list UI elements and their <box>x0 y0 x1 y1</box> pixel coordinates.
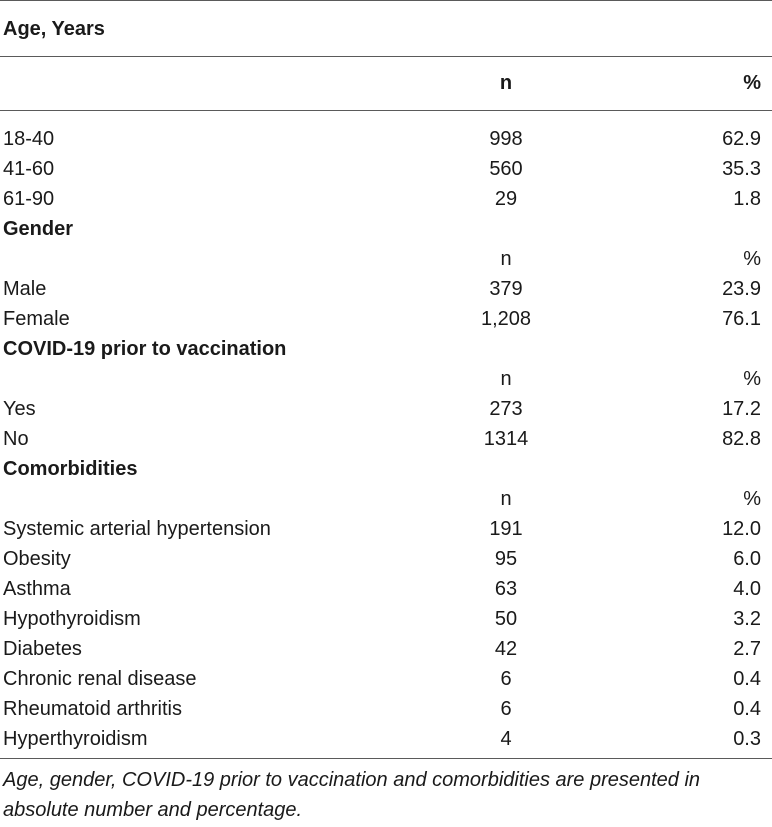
table-row <box>0 394 772 424</box>
section-title-row <box>0 334 772 364</box>
row-label: Rheumatoid arthritis <box>3 698 182 720</box>
row-label: No <box>3 428 29 450</box>
row-n: 1,208 <box>480 308 532 330</box>
section-title-covid: COVID-19 prior to vaccination <box>3 338 287 360</box>
row-percent: 4.0 <box>733 578 761 600</box>
row-n: 560 <box>489 158 523 180</box>
subheader-percent: % <box>743 488 761 510</box>
table-row <box>0 544 772 574</box>
subheader-n: n <box>500 488 512 510</box>
row-label: Yes <box>3 398 36 420</box>
row-label: Female <box>3 308 70 330</box>
row-n: 50 <box>494 608 518 630</box>
table-row <box>0 514 772 544</box>
column-header-row <box>0 68 772 98</box>
table-title: Age, Years <box>3 18 105 40</box>
subheader-n: n <box>500 248 512 270</box>
table-row <box>0 274 772 304</box>
section-title-comorbidities: Comorbidities <box>3 458 138 480</box>
row-label: Hyperthyroidism <box>3 728 148 750</box>
column-header-rule <box>0 110 772 111</box>
top-rule <box>0 0 772 1</box>
row-n: 42 <box>494 638 518 660</box>
row-percent: 2.7 <box>733 638 761 660</box>
row-percent: 17.2 <box>722 398 761 420</box>
row-percent: 62.9 <box>722 128 761 150</box>
table-row <box>0 574 772 604</box>
row-label: 18-40 <box>3 128 55 150</box>
row-n: 998 <box>489 128 523 150</box>
row-percent: 0.3 <box>733 728 761 750</box>
row-n: 95 <box>494 548 518 570</box>
row-percent: 23.9 <box>722 278 761 300</box>
row-n: 1314 <box>483 428 529 450</box>
row-percent: 76.1 <box>722 308 761 330</box>
table-row <box>0 184 772 214</box>
table-row <box>0 664 772 694</box>
column-header-n: n <box>499 72 513 94</box>
row-percent: 35.3 <box>722 158 761 180</box>
row-percent: 3.2 <box>733 608 761 630</box>
table-row <box>0 724 772 754</box>
row-label: Obesity <box>3 548 71 570</box>
row-n: 379 <box>489 278 523 300</box>
row-label: Diabetes <box>3 638 82 660</box>
row-percent: 1.8 <box>733 188 761 210</box>
subheader-percent: % <box>743 248 761 270</box>
row-label: Asthma <box>3 578 71 600</box>
section-title-row <box>0 454 772 484</box>
row-percent: 82.8 <box>722 428 761 450</box>
bottom-rule <box>0 758 772 759</box>
section-title-row <box>0 214 772 244</box>
row-label: 61-90 <box>3 188 55 210</box>
row-label: Male <box>3 278 47 300</box>
header-rule <box>0 56 772 57</box>
row-n: 273 <box>489 398 523 420</box>
row-n: 29 <box>494 188 518 210</box>
row-percent: 0.4 <box>733 668 761 690</box>
row-n: 4 <box>500 728 512 750</box>
row-label: Systemic arterial hypertension <box>3 518 271 540</box>
table-footnote: Age, gender, COVID-19 prior to vaccination and comorbidities are presented in absolute number and percentage. <box>3 769 701 821</box>
row-percent: 6.0 <box>733 548 761 570</box>
table-title-row <box>0 14 772 44</box>
row-percent: 0.4 <box>733 698 761 720</box>
column-header-percent: % <box>743 72 761 94</box>
table-row <box>0 424 772 454</box>
row-label: 41-60 <box>3 158 55 180</box>
row-label: Chronic renal disease <box>3 668 197 690</box>
table-row <box>0 304 772 334</box>
table-row <box>0 694 772 724</box>
section-subheader-row <box>0 364 772 394</box>
table-row <box>0 154 772 184</box>
table-row <box>0 124 772 154</box>
table-row <box>0 604 772 634</box>
row-n: 6 <box>500 698 512 720</box>
row-n: 6 <box>500 668 512 690</box>
section-subheader-row <box>0 244 772 274</box>
section-subheader-row <box>0 484 772 514</box>
table-row <box>0 634 772 664</box>
subheader-percent: % <box>743 368 761 390</box>
subheader-n: n <box>500 368 512 390</box>
row-n: 63 <box>494 578 518 600</box>
section-title-gender: Gender <box>3 218 74 240</box>
row-n: 191 <box>489 518 523 540</box>
row-percent: 12.0 <box>722 518 761 540</box>
row-label: Hypothyroidism <box>3 608 141 630</box>
